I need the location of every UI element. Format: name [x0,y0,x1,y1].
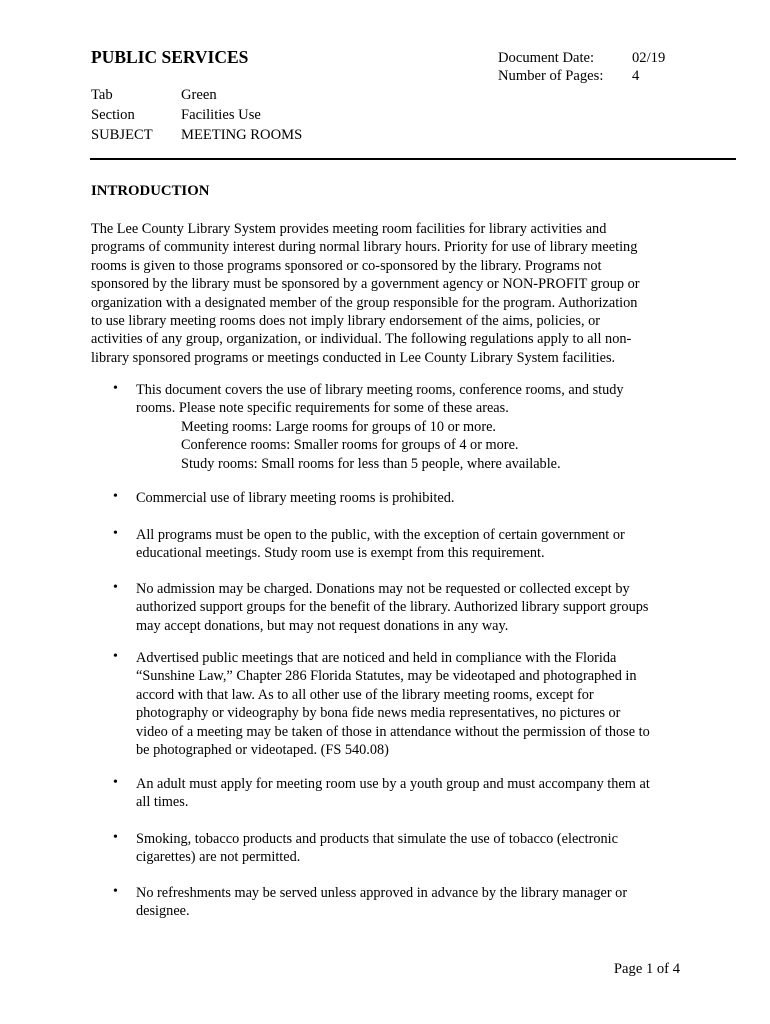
bullet-item [136,526,696,563]
bullet-line: No refreshments may be served unless approved in advance by the library manager or [136,885,628,901]
intro-line: sponsored by the library must be sponsored by a government agency or NON-PROFIT group or [91,276,640,293]
bullet-line: educational meetings. Study room use is exempt from this requirement. [136,545,545,562]
intro-line: rooms is given to those programs sponsored or co-sponsored by the library. Programs not [91,257,602,274]
bullet-icon: • [113,381,118,396]
bullet-line: designee. [136,903,190,920]
section-heading: INTRODUCTION [91,183,210,199]
bullet-item [136,381,696,473]
bullet-line: rooms. Please note specific requirements for some of these areas. [136,400,509,417]
room-type-line: Meeting rooms: Large rooms for groups of 10 or more. [181,418,496,435]
intro-line: The Lee County Library System provides meeting room facilities for library activities and [91,221,607,237]
section-label: Section [91,107,135,123]
page-number: Page 1 of 4 [613,961,680,977]
bullet-icon: • [113,649,118,664]
intro-line: programs of community interest during normal library hours. Priority for use of library meeting [91,239,638,256]
bullet-line: may accept donations, but may not request donations in any way. [136,617,509,634]
bullet-line: be photographed or videotaped. (FS 540.08) [136,742,389,759]
bullet-icon: • [113,830,118,845]
bullet-line: All programs must be open to the public, with the exception of certain government or [136,527,625,543]
intro-line: library sponsored programs or meetings conducted in Lee County Library System facilities. [91,349,616,366]
bullet-item [136,830,696,867]
section-value: Facilities Use [181,107,261,123]
intro-line: to use library meeting rooms does not imply library endorsement of the aims, policies, or [91,313,601,330]
document-date-value: 02/19 [632,50,666,66]
intro-line: organization with a designated member of the group responsible for the program. Authorization [91,294,638,311]
bullet-line: authorized support groups for the benefit of the library. Authorized library support groups [136,599,649,616]
intro-line: activities of any group, organization, or individual. The following regulations apply to all non- [91,331,632,348]
bullet-line: cigarettes) are not permitted. [136,849,301,866]
bullet-icon: • [113,884,118,899]
document-date-label: Document Date: [498,50,595,66]
bullet-item [136,580,696,635]
bullet-line: An adult must apply for meeting room use by a youth group and must accompany them at [136,776,650,792]
bullet-item [136,884,696,921]
room-type-line: Study rooms: Small rooms for less than 5 people, where available. [181,455,561,472]
document-title: PUBLIC SERVICES [91,47,249,67]
bullet-line: Smoking, tobacco products and products that simulate the use of tobacco (electronic [136,831,618,847]
bullet-line: This document covers the use of library meeting rooms, conference rooms, and study [136,382,624,398]
bullet-line: photography or videography by bona fide news media representatives, no pictures or [136,705,621,722]
bullet-line: video of a meeting may be taken of those in attendance without the permission of those to [136,723,650,740]
bullet-icon: • [113,526,118,541]
bullet-line: Advertised public meetings that are noticed and held in compliance with the Florida [136,650,617,666]
subject-value: MEETING ROOMS [181,127,303,143]
header-divider [90,158,736,160]
bullet-item [136,489,696,507]
bullet-line: all times. [136,794,189,811]
bullet-item [136,649,696,759]
tab-label: Tab [91,87,113,103]
bullet-icon: • [113,775,118,790]
number-of-pages-value: 4 [632,68,640,84]
bullet-item [136,775,696,812]
tab-value: Green [181,87,217,103]
intro-paragraph [91,220,691,367]
number-of-pages-label: Number of Pages: [498,68,604,84]
bullet-line: accord with that law. As to all other use of the library meeting rooms, except for [136,686,594,703]
bullet-line: Commercial use of library meeting rooms is prohibited. [136,490,455,506]
bullet-line: No admission may be charged. Donations may not be requested or collected except by [136,581,630,597]
subject-label: SUBJECT [91,127,153,143]
bullet-line: “Sunshine Law,” Chapter 286 Florida Statutes, may be videotaped and photographed in [136,668,637,685]
room-type-line: Conference rooms: Smaller rooms for groups of 4 or more. [181,437,519,454]
bullet-icon: • [113,580,118,595]
bullet-icon: • [113,489,118,504]
